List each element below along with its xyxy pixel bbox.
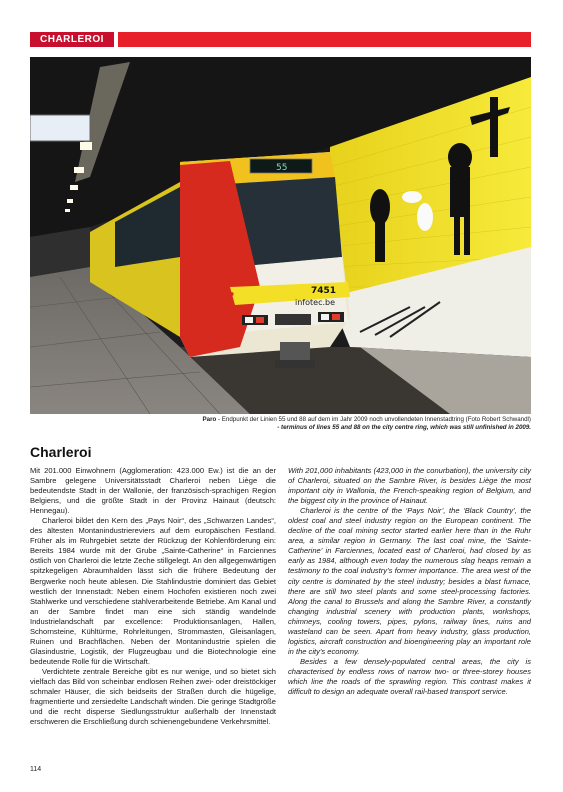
english-paragraph: Besides a few densely-populated central areas, the city is characterised by endless rows of narrow two- or three-storey houses which line the roads of the sprawling region. This contrast makes it difficult to design an adequate overall rail-based transport service. <box>288 656 531 697</box>
german-paragraph: Charleroi bildet den Kern des „Pays Noir“, des „Schwarzen Landes“, des ältesten Montanindustriereviers auf dem europäischen Festland. Früher als im Ruhrgebiet setzte der Rückzug der Kohlenförderung ein: Bereits 1984 wurde mit der Grube „Sainte-Catherine“ in Farciennes östlich von Charleroi die letzte Zeche stillgelegt. An den allgegenwärtigen spitzkegeligen Abraumhalden lässt sich die frühere Bedeutung der Bergwerke noch heute ablesen. Die Stahlindustrie dominiert das Gebiet westlich der Innenstadt: Neben einem Hochofen existieren noch zwei Stahlwerke und verschiedene stahlverarbeitende Betriebe. Am Kanal und an der Sambre findet man eine sich ständig wandelnde Industrielandschaft par excellence: Produktionsanlagen, Hallen, Schornsteine, Kühltürme, Rohrleitungen, Strommasten, Gleisanlagen, Ruinen und Brachflächen. Neben der Montanindustrie spielen die Glasindustrie, Logistik, der Flugzeugbau und die Biotechnologie eine bedeutende Rolle für die Wirtschaft. <box>30 516 276 666</box>
article-title: Charleroi <box>30 444 92 460</box>
section-label: CHARLEROI <box>30 32 114 47</box>
english-paragraph: Charleroi is the centre of the ‘Pays Noir’, the ‘Black Country’, the oldest coal and steel industry region on the European continent. The decline of the coal mining sector started earlier here than in the Ruhr area, a similar region in Germany. The last coal mine, the ‘Sainte-Catherine’ in Farciennes, located east of Charleroi, had closed by as early as 1984, although even today the numerous slag heaps remain a testimony to the coal industry’s former importance. The area west of the city centre is dominated by the steel industry; besides a blast furnace, there are still two steel plants and some steel-processing factories. Along the canal to Brussels and along the Sambre River, a constantly changing industrial scenery with production plants, workshops, chimneys, cooling towers, pipes, pylons, railway lines, ruins and wasteland can be seen. Apart from heavy industry, glass production, logistics, aircraft construction and bioengineering play an important role in the city’s economy. <box>288 506 531 656</box>
caption-lead: Paro <box>202 416 217 423</box>
website-label: infotec.be <box>295 298 336 307</box>
german-paragraph: Mit 201.000 Einwohnern (Agglomeration: 423.000 Ew.) ist die an der Sambre gelegene Universitätsstadt Charleroi neben Liège die bedeutendste Stadt in der Wallonie, der französisch-sprachigen Region Belgiens, und die größte Stadt in der Provinz Hainaut (deutsch: Hennegau). <box>30 466 276 516</box>
german-column <box>30 466 276 727</box>
header-accent-bar <box>118 32 531 47</box>
german-paragraph: Verdichtete zentrale Bereiche gibt es nur wenige, und so bietet sich vielfach das Bild von scheinbar endlosen Reihen zwei- oder dreistöckiger schmaler Häuser, die sich beidseits der Straßen durch die hügelige, fragmentierte und zersiedelte Landschaft winden. Die geringe Stadtgröße und die recht disperse Siedlungsstruktur außerhalb der Innenstadt erschweren die Erschließung durch schienengebundene Verkehrsmittel. <box>30 666 276 727</box>
tram-photo-illustration <box>30 57 531 414</box>
caption-german: - Endpunkt der Linien 55 und 88 auf dem im Jahr 2009 noch unvollendeten Innenstadtring (Foto Robert Schwandl) <box>216 416 531 423</box>
operator-logo: TEC <box>192 288 234 312</box>
caption-english: - terminus of lines 55 and 88 on the city centre ring, which was still unfinished in 2009. <box>277 424 531 432</box>
route-display: 55 <box>276 163 288 173</box>
tram-photo <box>30 57 531 414</box>
photo-caption <box>30 416 531 432</box>
page-number: 114 <box>30 766 42 773</box>
english-paragraph: With 201,000 inhabitants (423,000 in the conurbation), the university city of Charleroi, situated on the Sambre River, is besides Liège the most important city in Wallonia, the French-speaking region of Belgium, and the biggest city in the province of Hainaut. <box>288 466 531 506</box>
vehicle-number: 7451 <box>311 286 337 296</box>
english-column <box>288 466 531 697</box>
section-header <box>30 32 531 47</box>
